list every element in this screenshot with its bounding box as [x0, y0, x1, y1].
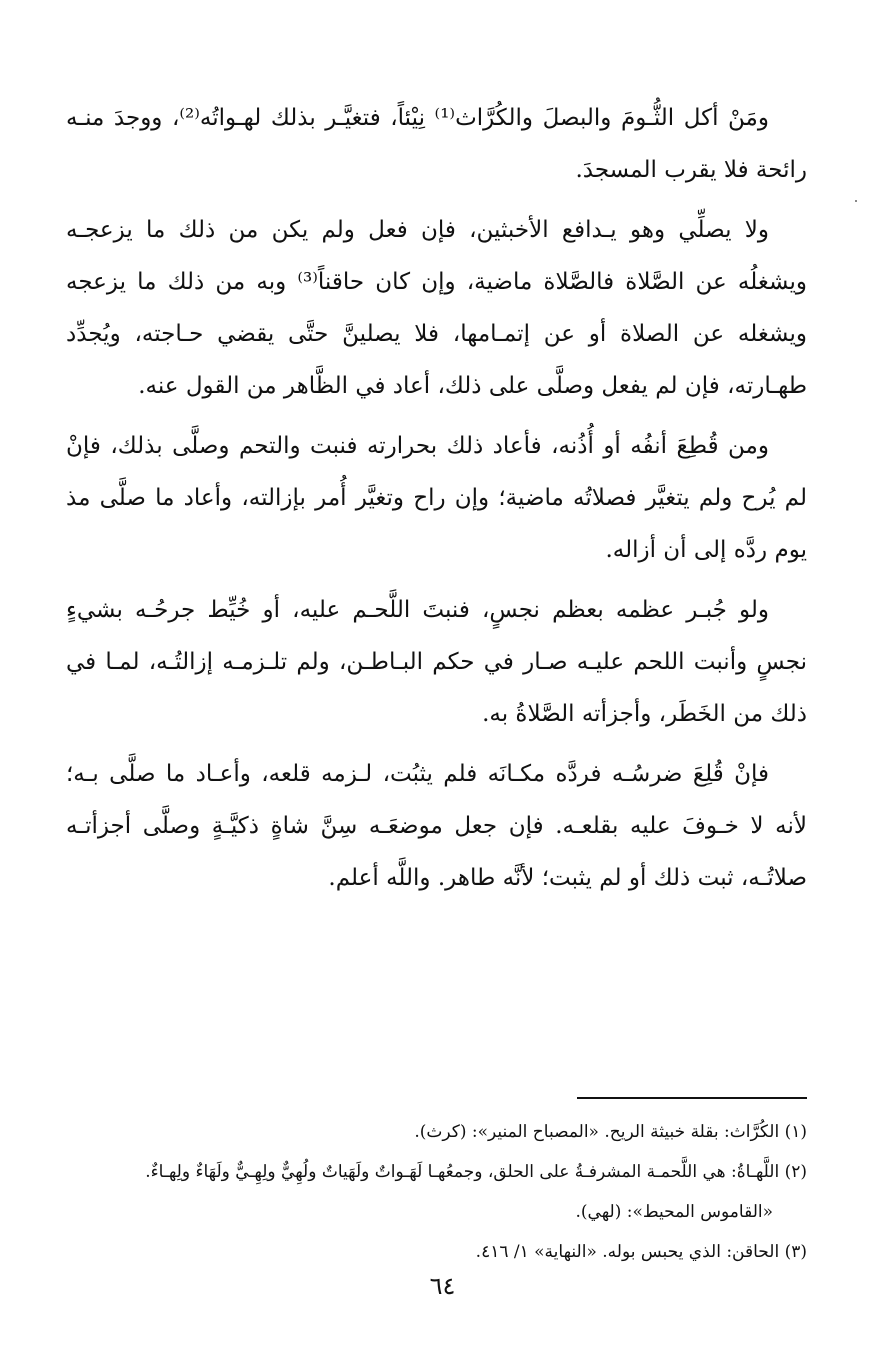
- paragraph-3: ومن قُطِعَ أنفُه أو أُذُنه، فأعاد ذلك بحرارته فنبت والتحم وصلَّى بذلك، فإنْ لم يُرح ولم يتغيَّر فصلاتُه ماضية؛ وإن راح وتغيَّر أُمر بإزالته، وأعاد ما صلَّى مذ يوم ردَّه إلى أن أزاله.: [66, 433, 807, 563]
- footnote-2: (٢) اللَّهـاةُ: هي اللَّحمـة المشرفـةُ على الحلق، وجمعُهـا لَهَـواتٌ ولَهَياتٌ ولُهِيٌّ ولِهِـيٌّ ولَهَاءٌ ولِهـاءٌ.: [145, 1162, 807, 1182]
- footnote-3: (٣) الحاقن: الذي يحبس بوله. «النهاية» ١/ ٤١٦.: [475, 1242, 807, 1262]
- paragraph-2: ولا يصلِّي وهو يـدافع الأخبثين، فإن فعل ولم يكن من ذلك ما يزعجـه ويشغلُه عن الصَّلاة فالصَّلاة ماضية، وإن كان حاقناً⁽³⁾ وبه من ذلك ما يزعجه ويشغله عن الصلاة أو عن إتمـامها، فلا يصلينَّ حتَّى يقضي حـاجته، ويُجدِّد طهـارته، فإن لم يفعل وصلَّى على ذلك، أعاد في الظَّاهر من القول عنه.: [66, 217, 807, 399]
- scan-speck: [855, 200, 857, 202]
- paragraph-4: ولو جُبـر عظمه بعظم نجسٍ، فنبتَ اللَّحـم عليه، أو خُيِّط جرحُـه بشيءٍ نجسٍ وأنبت اللحم عليـه صـار في حكم البـاطـن، ولم تلـزمـه إزالتُـه، لمـا في ذلك من الخَطَر، وأجزأته الصَّلاةُ به.: [66, 597, 807, 727]
- paragraph-5: فإنْ قُلِعَ ضرسُـه فردَّه مكـانَه فلم يثبُت، لـزمه قلعه، وأعـاد ما صلَّى بـه؛ لأنه لا خـوفَ عليه بقلعـه. فإن جعل موضعَـه سِنَّ شاةٍ ذكيَّـةٍ وصلَّى أجزأتـه صلاتُـه، ثبت ذلك أو لم يثبت؛ لأنَّه طاهر. واللَّه أعلم.: [66, 761, 807, 891]
- page-number: ٦٤: [429, 1272, 456, 1300]
- main-text: [66, 92, 807, 912]
- footnotes: [66, 1112, 807, 1272]
- paragraph-1: ومَنْ أكل الثُّـومَ والبصلَ والكُرَّاث⁽¹⁾ نِيْئاً، فتغيَّـر بذلك لهـواتُه⁽²⁾، ووجدَ منـه رائحة فلا يقرب المسجدَ.: [66, 105, 807, 183]
- footnote-divider: [577, 1097, 807, 1099]
- footnote-1: (١) الكُرَّاث: بقلة خبيثة الريح. «المصباح المنير»: (كرث).: [414, 1122, 807, 1142]
- footnote-2-source: «القاموس المحيط»: (لهي).: [575, 1202, 773, 1222]
